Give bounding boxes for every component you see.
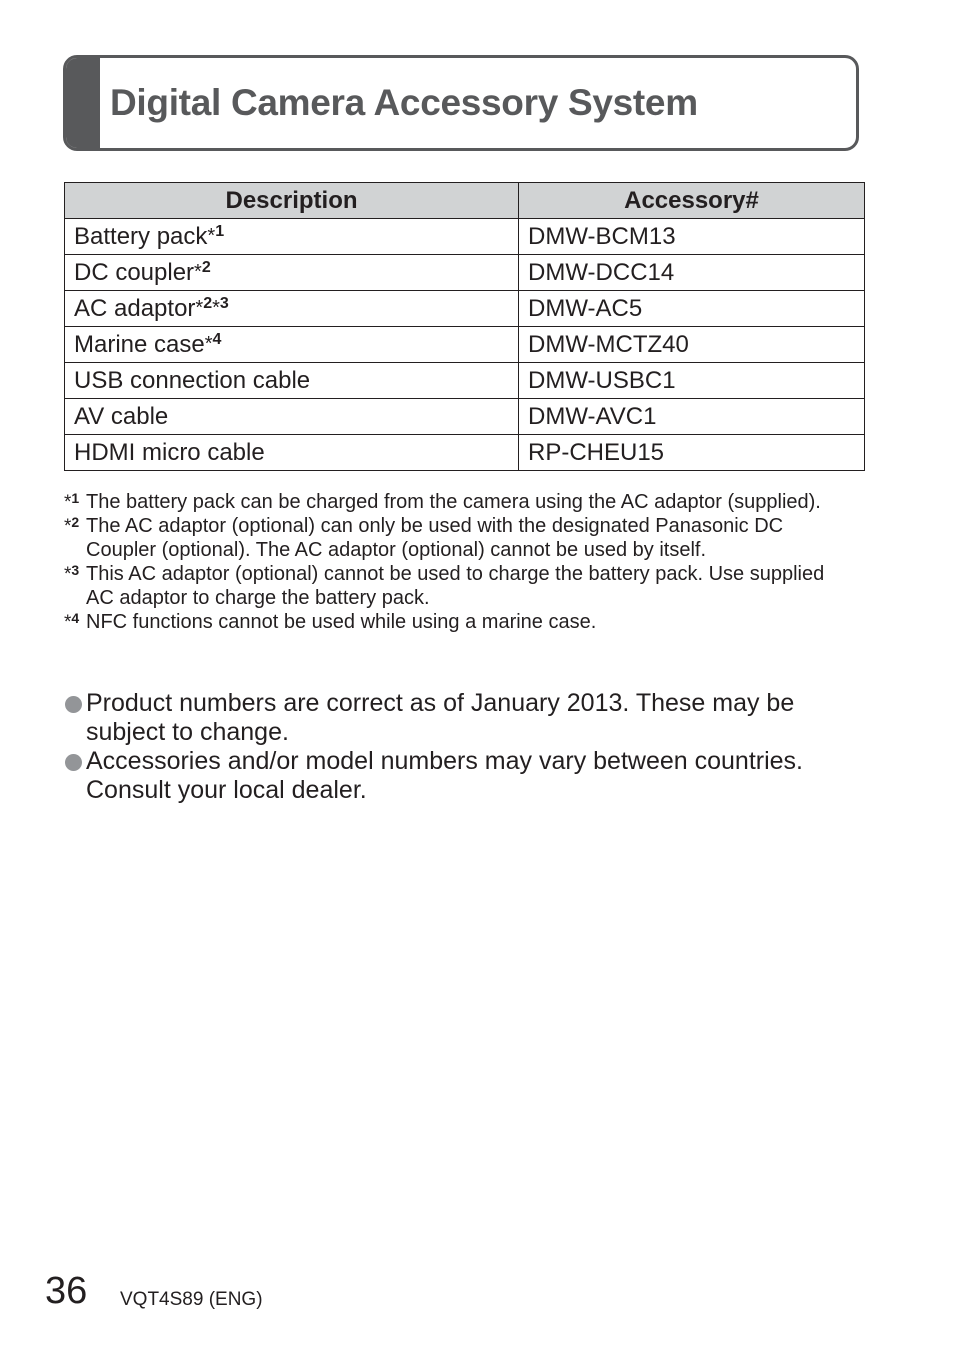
footnotes xyxy=(64,490,844,634)
header-description: Description xyxy=(65,183,519,219)
accessory-cell: DMW-BCM13 xyxy=(519,219,865,255)
footnote-text: The AC adaptor (optional) can only be used with the designated Panasonic DC Coupler (optional). The AC adaptor (optional) cannot be used by itself. xyxy=(86,515,784,561)
footnote-mark: *2 xyxy=(64,514,80,537)
description-cell: HDMI micro cable xyxy=(65,435,519,471)
table-row xyxy=(65,255,865,291)
table-row xyxy=(65,291,865,327)
footnote xyxy=(64,490,844,514)
footnote-text: The battery pack can be charged from the camera using the AC adaptor (supplied). xyxy=(86,491,821,513)
table-header-row xyxy=(65,183,865,219)
table-row xyxy=(65,399,865,435)
description-text: Battery pack xyxy=(74,222,208,250)
footnote xyxy=(64,514,844,562)
document-code: VQT4S89 (ENG) xyxy=(120,1289,263,1310)
description-cell xyxy=(65,327,519,363)
accessory-cell: DMW-MCTZ40 xyxy=(519,327,865,363)
footnote-mark: *4 xyxy=(204,330,222,355)
accessory-table xyxy=(64,182,865,471)
description-text: AC adaptor xyxy=(74,294,196,322)
table-row xyxy=(65,435,865,471)
notes-list xyxy=(64,689,854,805)
title-accent-bar xyxy=(66,58,100,148)
description-cell xyxy=(65,255,519,291)
description-cell: USB connection cable xyxy=(65,363,519,399)
description-text: Marine case xyxy=(74,330,205,358)
header-accessory: Accessory# xyxy=(519,183,865,219)
footnote-mark: *4 xyxy=(64,610,80,633)
description-cell: AV cable xyxy=(65,399,519,435)
footnote-mark: *2*3 xyxy=(195,294,229,319)
description-cell xyxy=(65,291,519,327)
list-item xyxy=(64,747,854,805)
accessory-cell: RP-CHEU15 xyxy=(519,435,865,471)
list-item-text: Product numbers are correct as of January 2013. These may be subject to change. xyxy=(86,689,795,746)
bullet-dot-icon xyxy=(65,696,82,713)
table-row xyxy=(65,363,865,399)
accessory-cell: DMW-AC5 xyxy=(519,291,865,327)
footnote-mark: *1 xyxy=(64,490,80,513)
description-text: DC coupler xyxy=(74,258,195,286)
footnote xyxy=(64,562,844,610)
section-title-box xyxy=(63,55,859,151)
list-item xyxy=(64,689,854,747)
page-number: 36 xyxy=(45,1270,88,1312)
footnote-text: This AC adaptor (optional) cannot be used to charge the battery pack. Use supplied AC adaptor to charge the battery pack. xyxy=(86,563,825,609)
description-cell xyxy=(65,219,519,255)
table-row xyxy=(65,219,865,255)
footnote-mark: *2 xyxy=(194,258,211,283)
accessory-cell: DMW-USBC1 xyxy=(519,363,865,399)
page-title: Digital Camera Accessory System xyxy=(110,82,698,123)
table-row xyxy=(65,327,865,363)
list-item-text: Accessories and/or model numbers may vary between countries. Consult your local dealer. xyxy=(86,747,803,804)
accessory-cell: DMW-AVC1 xyxy=(519,399,865,435)
footnote-mark: *3 xyxy=(64,562,80,585)
accessory-cell: DMW-DCC14 xyxy=(519,255,865,291)
bullet-dot-icon xyxy=(65,754,82,771)
footnote-text: NFC functions cannot be used while using a marine case. xyxy=(86,611,597,633)
footnote xyxy=(64,610,844,634)
footnote-mark: *1 xyxy=(207,222,225,247)
